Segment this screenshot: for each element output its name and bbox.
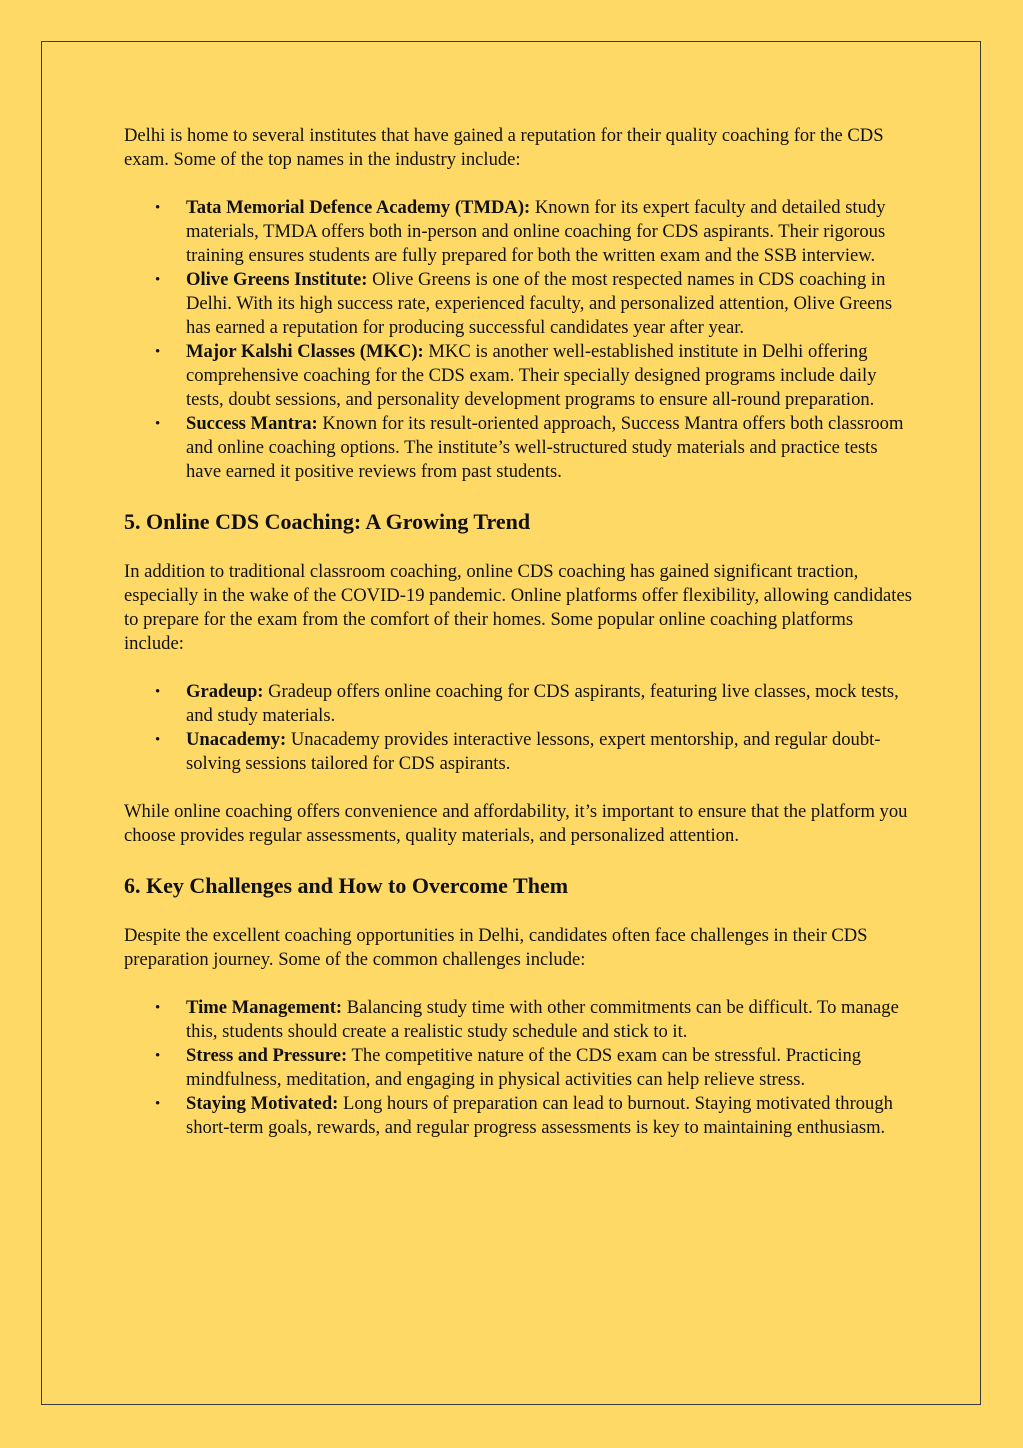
list-item	[124, 996, 914, 1044]
item-text: The competitive nature of the CDS exam can be stressful. Practicing mindfulness, meditation, and engaging in physical activities can help relieve stress.	[186, 1045, 862, 1090]
item-title: Gradeup:	[186, 681, 264, 702]
item-title: Stress and Pressure:	[186, 1045, 348, 1066]
item-text: Known for its expert faculty and detailed study materials, TMDA offers both in-person and online coaching for CDS aspirants. Their rigorous training ensures students are fully prepared for both the written exam and the SSB interview.	[186, 197, 886, 266]
item-title: Success Mantra:	[186, 413, 318, 434]
bullet-icon: •	[155, 200, 161, 216]
list-item	[124, 1092, 914, 1140]
list-item	[124, 728, 914, 776]
bullet-icon: •	[155, 416, 161, 432]
list-item	[124, 412, 914, 484]
item-text: Gradeup offers online coaching for CDS aspirants, featuring live classes, mock tests, and study materials.	[186, 681, 899, 726]
section-6-heading: 6. Key Challenges and How to Overcome Them	[124, 873, 569, 898]
online-platforms-list	[124, 680, 914, 776]
item-title: Olive Greens Institute:	[186, 269, 368, 290]
list-item	[124, 340, 914, 412]
item-title: Unacademy:	[186, 729, 287, 750]
bullet-icon: •	[155, 272, 161, 288]
item-text: Known for its result-oriented approach, Success Mantra offers both classroom and online coaching options. The institute’s well-structured study materials and practice tests have earned it positive reviews from past students.	[186, 413, 904, 482]
list-item	[124, 268, 914, 340]
item-title: Staying Motivated:	[186, 1093, 339, 1114]
bullet-icon: •	[155, 1048, 161, 1064]
challenges-list	[124, 996, 914, 1140]
item-text: Olive Greens is one of the most respected names in CDS coaching in Delhi. With its high success rate, experienced faculty, and personalized attention, Olive Greens has earned a reputation for producing successful candidates year after year.	[186, 269, 893, 338]
list-item	[124, 196, 914, 268]
list-item	[124, 1044, 914, 1092]
intro-paragraph: Delhi is home to several institutes that have gained a reputation for their quality coaching for the CDS exam. Some of the top names in the industry include:	[124, 125, 884, 170]
bullet-icon: •	[155, 344, 161, 360]
bullet-icon: •	[155, 732, 161, 748]
list-item	[124, 680, 914, 728]
item-title: Major Kalshi Classes (MKC):	[186, 341, 424, 362]
bullet-icon: •	[155, 1096, 161, 1112]
item-text: Balancing study time with other commitments can be difficult. To manage this, students should create a realistic study schedule and stick to it.	[186, 997, 899, 1042]
bullet-icon: •	[155, 1000, 161, 1016]
item-text: Long hours of preparation can lead to burnout. Staying motivated through short-term goals, rewards, and regular progress assessments is key to maintaining enthusiasm.	[186, 1093, 893, 1138]
section-5-intro: In addition to traditional classroom coaching, online CDS coaching has gained significant traction, especially in the wake of the COVID-19 pandemic. Online platforms offer flexibility, allowing candidates to prepare for the exam from the comfort of their homes. Some popular online coaching platforms include:	[124, 561, 912, 654]
item-text: Unacademy provides interactive lessons, expert mentorship, and regular doubt-solving sessions tailored for CDS aspirants.	[186, 729, 881, 774]
section-5-outro: While online coaching offers convenience and affordability, it’s important to ensure that the platform you choose provides regular assessments, quality materials, and personalized attention.	[124, 801, 908, 846]
bullet-icon: •	[155, 684, 161, 700]
item-text: MKC is another well-established institute in Delhi offering comprehensive coaching for the CDS exam. Their specially designed programs include daily tests, doubt sessions, and personality development programs to ensure all-round preparation.	[186, 341, 877, 410]
document-body	[124, 124, 914, 1140]
item-title: Time Management:	[186, 997, 343, 1018]
section-5-heading: 5. Online CDS Coaching: A Growing Trend	[124, 509, 531, 534]
institutes-list	[124, 196, 914, 484]
item-title: Tata Memorial Defence Academy (TMDA):	[186, 197, 531, 218]
section-6-intro: Despite the excellent coaching opportunities in Delhi, candidates often face challenges in their CDS preparation journey. Some of the common challenges include:	[124, 925, 868, 970]
